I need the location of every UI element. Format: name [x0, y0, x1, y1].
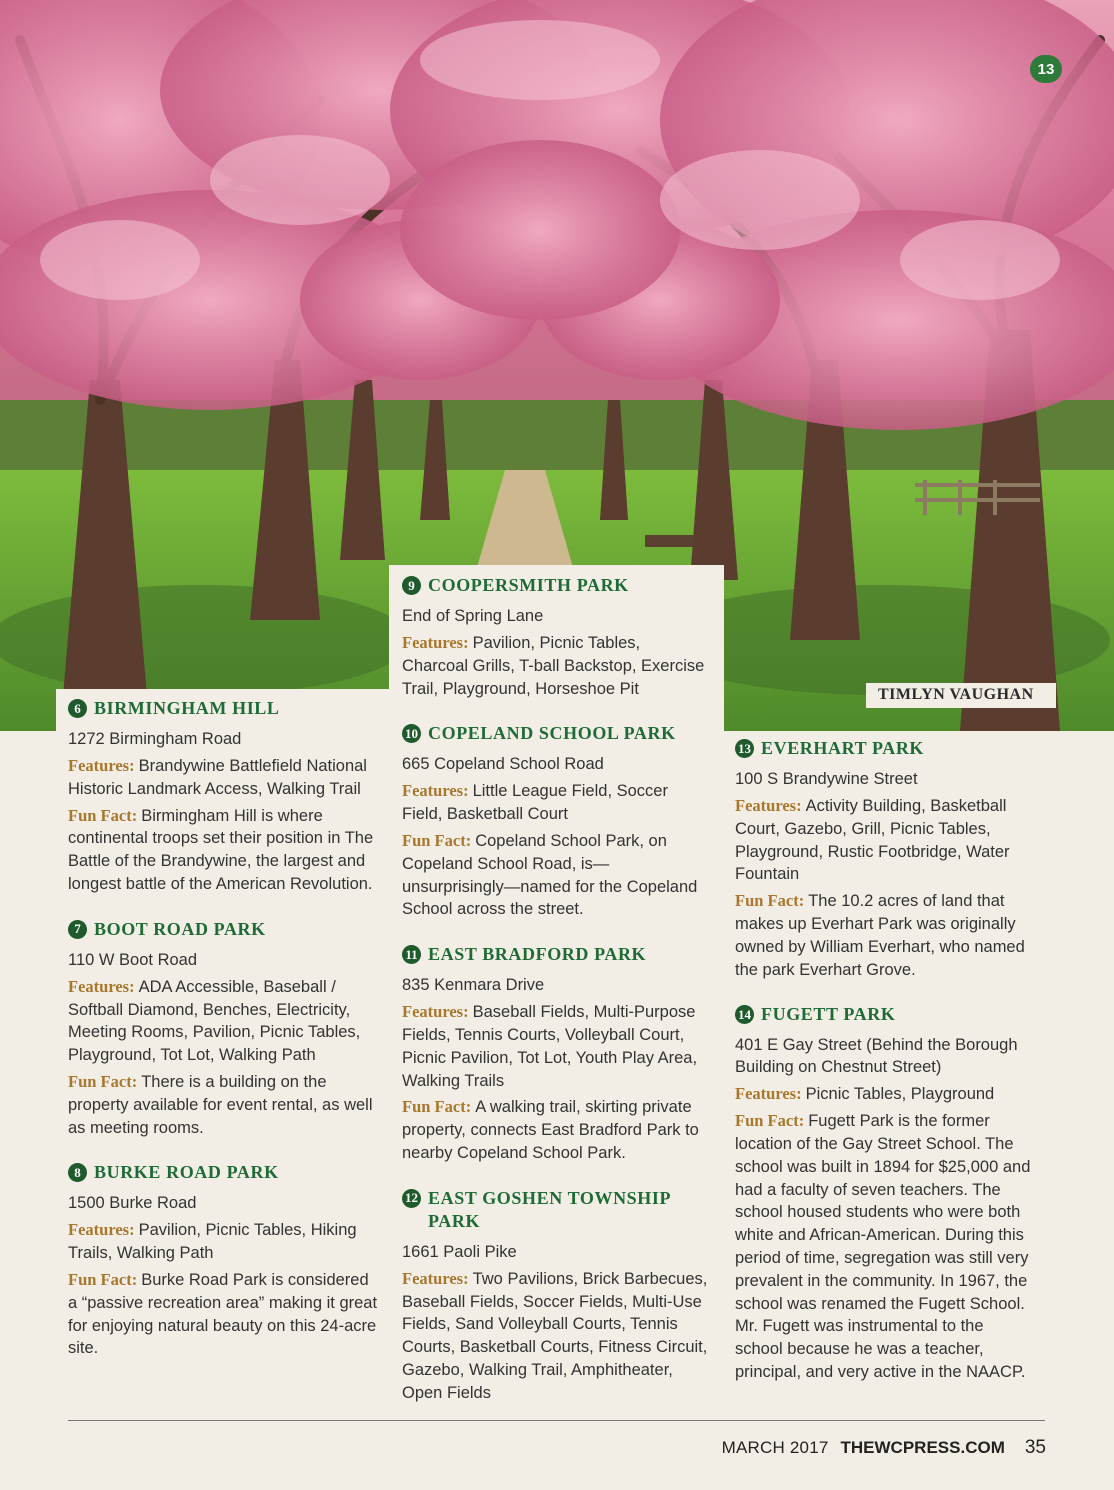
park-fun-fact	[402, 1096, 710, 1164]
park-fun-fact	[68, 805, 380, 896]
column-left	[68, 697, 380, 1382]
park-features	[735, 1083, 1035, 1106]
park-birmingham-hill	[68, 697, 380, 896]
features-label: Features:	[68, 756, 135, 775]
park-boot-road	[68, 918, 380, 1140]
features-text: Picnic Tables, Playground	[805, 1085, 995, 1104]
fun-fact-text: Copeland School Park, on Copeland School Road, is—unsurprisingly—named for the Copeland School across the street.	[402, 831, 698, 919]
fun-fact-label: Fun Fact:	[68, 1269, 138, 1289]
park-number-badge: 11	[402, 945, 421, 964]
park-name: FUGETT PARK	[761, 1004, 896, 1025]
footer-site: THEWCPRESS.COM	[840, 1438, 1005, 1457]
park-number-badge: 14	[735, 1005, 754, 1024]
fun-fact-label: Fun Fact:	[735, 891, 805, 911]
footer-rule	[68, 1420, 1045, 1421]
fun-fact-label: Fun Fact:	[402, 830, 472, 850]
park-fun-fact	[735, 1110, 1035, 1384]
park-address: 110 W Boot Road	[68, 950, 198, 969]
page-number: 35	[1024, 1437, 1046, 1458]
park-east-bradford	[402, 943, 710, 1165]
park-east-goshen-township	[402, 1187, 710, 1405]
park-features	[402, 1268, 710, 1405]
park-features	[68, 1219, 380, 1265]
fun-fact-label: Fun Fact:	[735, 1111, 805, 1131]
features-label: Features:	[735, 1084, 802, 1104]
park-copeland-school	[402, 722, 710, 921]
fun-fact-label: Fun Fact:	[68, 1071, 138, 1091]
park-features	[68, 976, 380, 1067]
features-text: ADA Accessible, Baseball / Softball Diamond, Benches, Electricity, Meeting Rooms, Pavilion, Picnic Tables, Playground, Tot Lot, Walking Path	[68, 977, 361, 1065]
park-number-badge: 6	[68, 699, 87, 718]
park-name: BIRMINGHAM HILL	[94, 698, 280, 718]
park-number-badge: 13	[735, 739, 754, 758]
features-text: Pavilion, Picnic Tables, Hiking Trails, Walking Path	[68, 1221, 357, 1263]
park-name: EAST BRADFORD PARK	[428, 944, 647, 965]
park-name: EAST GOSHEN TOWNSHIP PARK	[428, 1187, 671, 1231]
park-number-badge: 8	[68, 1163, 87, 1182]
park-number-badge: 10	[402, 724, 421, 743]
park-name: BURKE ROAD PARK	[94, 1162, 279, 1183]
features-label: Features:	[402, 781, 469, 801]
park-fun-fact	[735, 890, 1035, 981]
park-address: 835 Kenmara Drive	[402, 976, 545, 995]
features-text: Baseball Fields, Multi-Purpose Fields, Tennis Courts, Volleyball Court, Picnic Pavilion, Tot Lot, Youth Play Area, Walking Trails	[402, 1003, 698, 1090]
fun-fact-text: There is a building on the property available for event rental, as well as meeting rooms.	[68, 1072, 373, 1137]
fun-fact-text: A walking trail, skirting private property, connects East Bradford Park to nearby Copeland School Park.	[402, 1098, 699, 1162]
park-address: 100 S Brandywine Street	[735, 770, 918, 788]
park-address: 1661 Paoli Pike	[402, 1242, 517, 1261]
park-name: EVERHART PARK	[761, 738, 925, 758]
park-address: 665 Copeland School Road	[402, 755, 604, 774]
park-fun-fact	[68, 1269, 380, 1360]
fun-fact-text: The 10.2 acres of land that makes up Everhart Park was originally owned by William Everhart, who named the park Everhart Grove.	[735, 892, 1025, 979]
park-address: End of Spring Lane	[402, 607, 544, 625]
park-coopersmith	[402, 574, 710, 700]
park-address: 1500 Burke Road	[68, 1194, 197, 1213]
park-number-badge: 12	[402, 1189, 421, 1208]
park-everhart	[735, 737, 1035, 981]
park-name: COPELAND SCHOOL PARK	[428, 723, 676, 744]
park-features	[402, 780, 710, 826]
park-features	[402, 632, 710, 700]
park-fun-fact	[68, 1071, 380, 1139]
features-text: Two Pavilions, Brick Barbecues, Baseball Fields, Soccer Fields, Multi-Use Fields, Sand Volleyball Courts, Tennis Courts, Basketball Courts, Fitness Circuit, Gazebo, Walking Trail, Amphitheater, Open Fields	[402, 1269, 708, 1402]
features-text: Activity Building, Basketball Court, Gazebo, Grill, Picnic Tables, Playground, Rustic Footbridge, Water Fountain	[735, 797, 1010, 884]
park-fugett	[735, 1003, 1035, 1383]
footer-issue: MARCH 2017	[721, 1438, 829, 1457]
features-label: Features:	[68, 1220, 135, 1240]
features-label: Features:	[402, 633, 469, 652]
fun-fact-text: Burke Road Park is considered a “passive recreation area” making it great for enjoying natural beauty on this 24-acre site.	[68, 1270, 378, 1358]
park-features	[735, 795, 1035, 886]
fun-fact-label: Fun Fact:	[68, 805, 138, 825]
fun-fact-label: Fun Fact:	[402, 1097, 472, 1117]
park-name: BOOT ROAD PARK	[94, 918, 266, 939]
park-address: 1272 Birmingham Road	[68, 730, 242, 748]
park-burke-road	[68, 1161, 380, 1360]
column-middle	[402, 574, 710, 1427]
features-label: Features:	[68, 976, 135, 996]
park-features	[402, 1001, 710, 1092]
page-badge: 13	[1030, 55, 1062, 83]
fun-fact-text: Birmingham Hill is where continental troops set their position in The Battle of the Brandywine, the largest and longest battle of the American Revolution.	[68, 806, 374, 893]
features-label: Features:	[402, 1268, 469, 1288]
features-text: Little League Field, Soccer Field, Basketball Court	[402, 782, 668, 824]
park-number-badge: 9	[402, 576, 421, 595]
features-text: Brandywine Battlefield National Historic Landmark Access, Walking Trail	[68, 757, 367, 798]
page-footer	[722, 1437, 1046, 1459]
park-name: COOPERSMITH PARK	[428, 575, 629, 595]
park-features	[68, 755, 380, 801]
features-label: Features:	[735, 796, 802, 815]
photo-credit: TIMLYN VAUGHAN	[866, 683, 1056, 708]
column-right	[735, 737, 1035, 1406]
park-address: 401 E Gay Street (Behind the Borough Building on Chestnut Street)	[735, 1036, 1018, 1077]
features-label: Features:	[402, 1002, 469, 1022]
park-number-badge: 7	[68, 920, 87, 939]
features-text: Pavilion, Picnic Tables, Charcoal Grills, T-ball Backstop, Exercise Trail, Playground, Horseshoe Pit	[402, 634, 705, 698]
fun-fact-text: Fugett Park is the former location of the Gay Street School. The school was built in 1894 for $25,000 and had a faculty of seven teachers. The school housed students who were both white and African-American. During this period of time, segregation was still very prevalent in the community. In 1967, the school was renamed the Fugett School. Mr. Fugett was instrumental to the school because he was a teacher, principal, and very active in the NAACP.	[735, 1112, 1031, 1381]
park-fun-fact	[402, 830, 710, 921]
